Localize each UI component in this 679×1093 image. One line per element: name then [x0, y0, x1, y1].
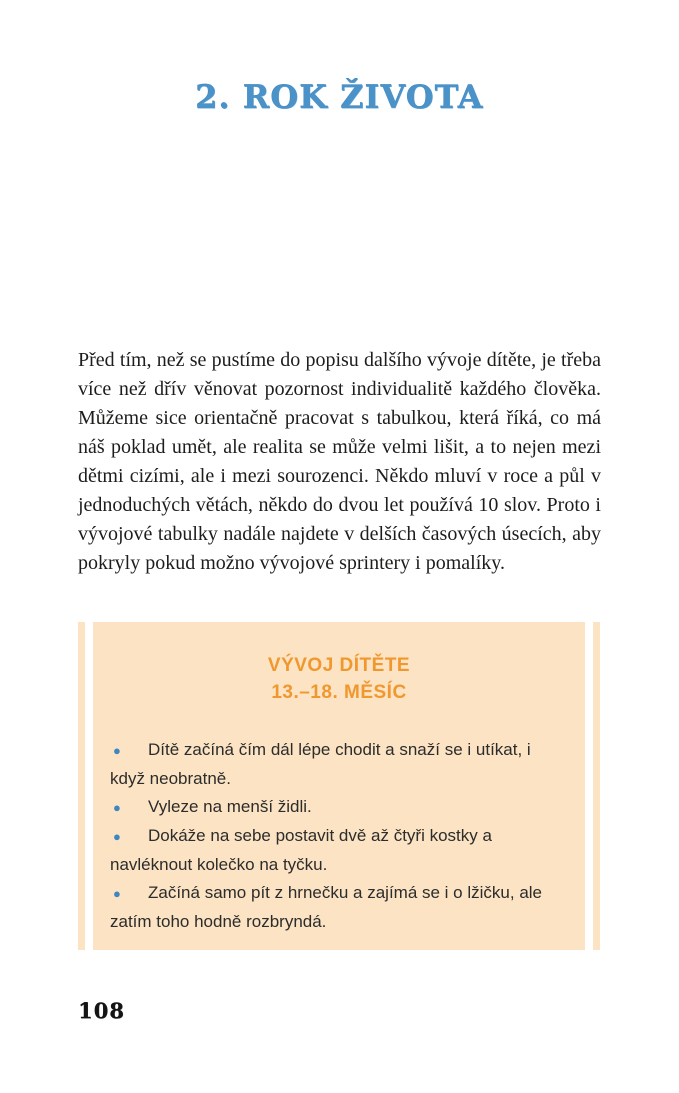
list-item-text: Dokáže na sebe postavit dvě až čtyři kostky a navléknout kolečko na tyčku.: [110, 826, 492, 874]
bullet-icon: ●: [113, 886, 121, 901]
bullet-icon: ●: [113, 743, 121, 758]
list-item: [110, 736, 568, 793]
box-left-accent-strip: [78, 622, 85, 950]
development-infobox: [78, 622, 600, 950]
list-item-text: Dítě začíná čím dál lépe chodit a snaží se i utíkat, i když neobratně.: [110, 740, 531, 788]
list-item-text: Vyleze na menší židli.: [148, 797, 312, 816]
intro-paragraph: Před tím, než se pustíme do popisu dalšího vývoje dítěte, je třeba více než dřív věnovat pozornost individualitě každého člověka. Můžeme sice orientačně pracovat s tabulkou, která říká, co má náš poklad umět, ale realita se může velmi lišit, a to nejen mezi dětmi cizími, ale i mezi sourozenci. Někdo mluví v roce a půl v jednoduchých větách, někdo do dvou let používá 10 slov. Proto i vývojové tabulky nadále najdete v delších časových úsecích, aby pokryly pokud možno vývojové sprintery i pomalíky.: [78, 349, 601, 574]
box-title-line2: 13.–18. MĚSÍC: [271, 682, 407, 703]
page-number: 108: [78, 998, 125, 1023]
list-item: [110, 822, 568, 879]
list-item: [110, 879, 568, 936]
list-item-text: Začíná samo pít z hrnečku a zajímá se i o lžičku, ale zatím toho hodně rozbryndá.: [110, 883, 543, 931]
chapter-title: 2. ROK ŽIVOTA: [195, 78, 484, 116]
box-item-list: [110, 736, 568, 936]
box-title-line1: VÝVOJ DÍTĚTE: [267, 655, 411, 676]
bullet-icon: ●: [113, 829, 121, 844]
box-title: [110, 652, 568, 706]
box-panel: [93, 622, 585, 950]
bullet-icon: ●: [113, 800, 121, 815]
box-right-accent-strip: [593, 622, 600, 950]
list-item: [110, 793, 568, 822]
